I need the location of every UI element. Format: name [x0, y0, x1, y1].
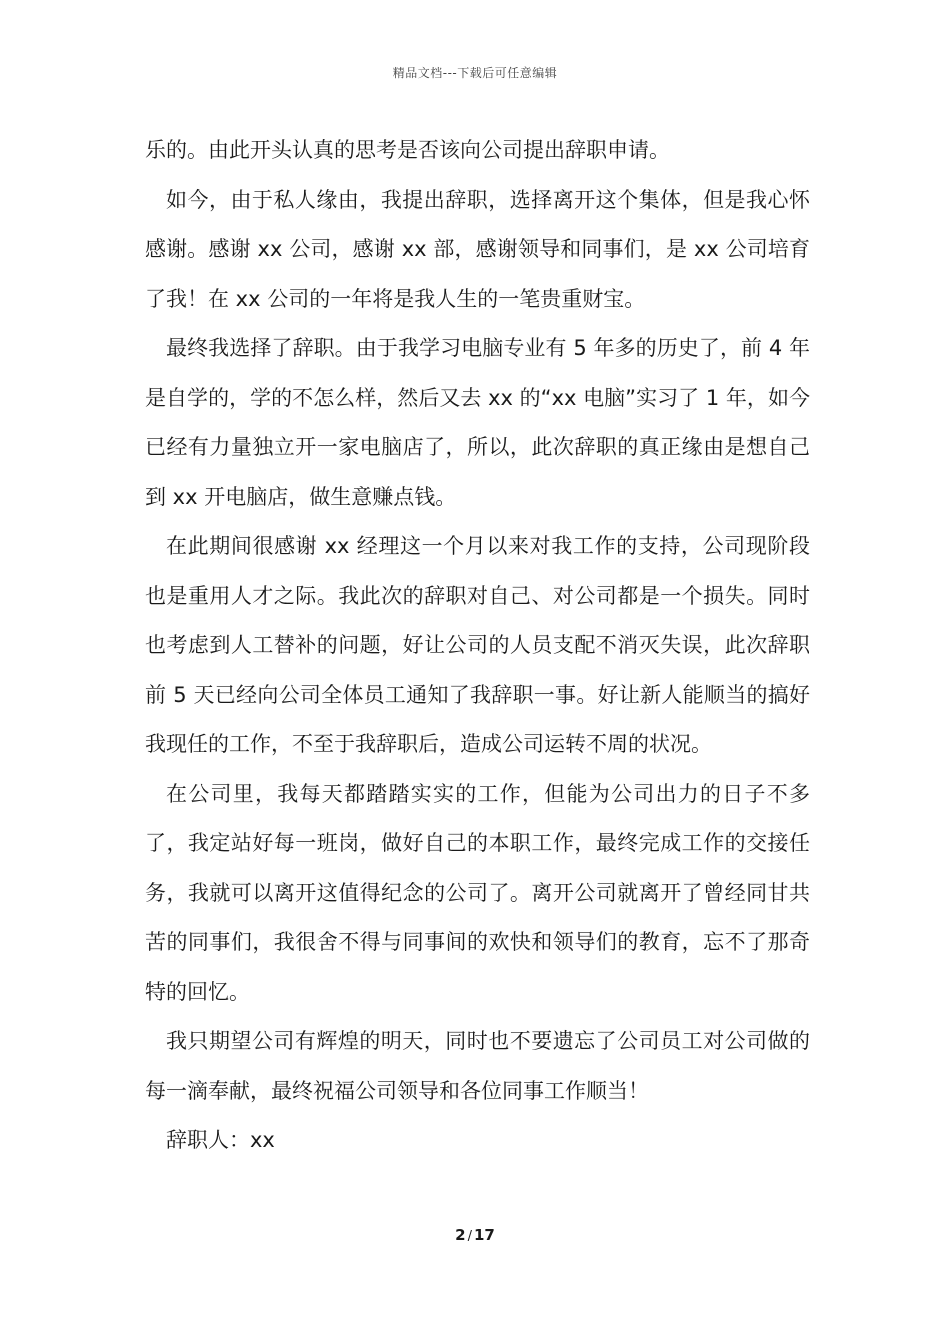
signature-line: 辞职人：xx — [166, 1128, 275, 1152]
paragraph: 在此期间很感谢 xx 经理这一个月以来对我工作的支持，公司现阶段也是重用人才之际。我此次的辞职对自己、对公司都是一个损失。同时也考虑到人工替补的问题，好让公司的人员支配不消灭失误，此次辞职前 5 天已经向公司全体员工通知了我辞职一事。好让新人能顺当的搞好我现任的工作，不至于我辞职后，造成公司运转不周的状况。 — [145, 534, 810, 756]
paragraph: 乐的。由此开头认真的思考是否该向公司提出辞职申请。 — [145, 138, 670, 162]
paragraph: 在公司里，我每天都踏踏实实的工作，但能为公司出力的日子不多了，我定站好每一班岗，做好自己的本职工作，最终完成工作的交接任务，我就可以离开这值得纪念的公司了。离开公司就离开了曾经同甘共苦的同事们，我很舍不得与同事间的欢快和领导们的教育，忘不了那奇特的回忆。 — [145, 781, 810, 1004]
page-header: 精品文档---下载后可任意编辑 — [392, 66, 558, 80]
page-number — [0, 1226, 950, 1244]
total-pages-number: 17 — [473, 1226, 495, 1244]
page-number-separator: / — [467, 1229, 472, 1244]
paragraph: 如今，由于私人缘由，我提出辞职，选择离开这个集体，但是我心怀感谢。感谢 xx 公司，感谢 xx 部，感谢领导和同事们，是 xx 公司培育了我！在 xx 公司的一年将是我人生的一笔贵重财宝。 — [145, 187, 810, 311]
paragraph: 我只期望公司有辉煌的明天，同时也不要遗忘了公司员工对公司做的每一滴奉献，最终祝福公司领导和各位同事工作顺当！ — [145, 1029, 810, 1103]
paragraph: 最终我选择了辞职。由于我学习电脑专业有 5 年多的历史了，前 4 年是自学的，学的不怎么样，然后又去 xx 的“xx 电脑”实习了 1 年，如今已经有力量独立开一家电脑店了，所以，此次辞职的真正缘由是想自己到 xx 开电脑店，做生意赚点钱。 — [145, 336, 810, 509]
document-body — [145, 126, 810, 1166]
current-page-number: 2 — [455, 1226, 466, 1244]
